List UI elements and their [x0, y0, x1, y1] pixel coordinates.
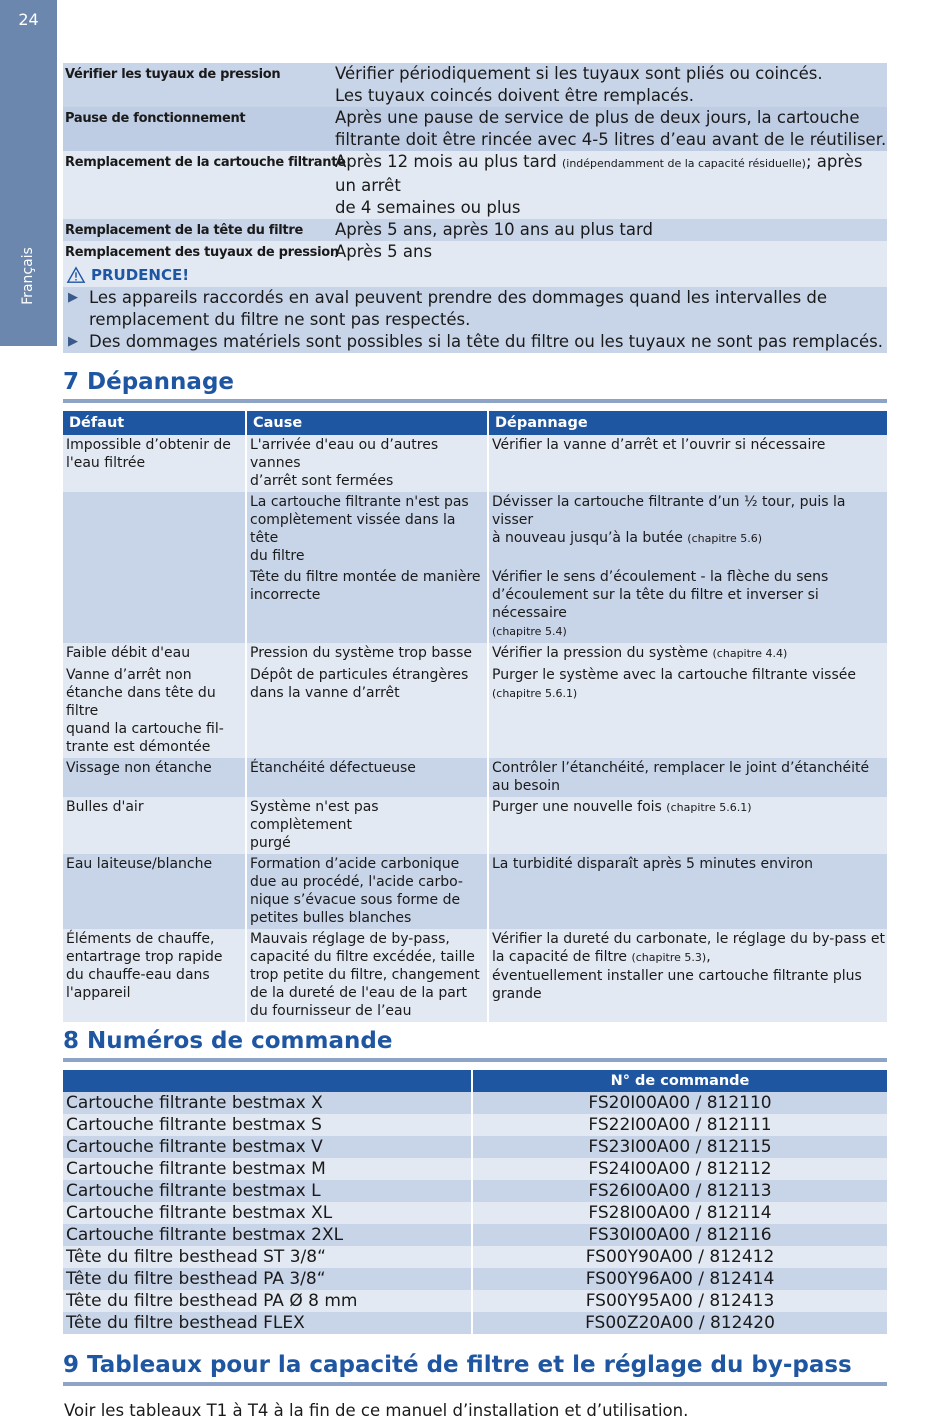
table-row: [63, 854, 887, 929]
maintenance-text: Après une pause de service de plus de deux jours, la cartouche: [335, 108, 860, 127]
order-number: FS24I00A00 / 812112: [588, 1159, 772, 1179]
defect-cell: Faible débit d'eau: [63, 643, 247, 665]
cause-cell: Dépôt de particules étrangères dans la vanne d’arrêt: [247, 665, 489, 758]
bullet-arrow-icon: ▶: [68, 290, 78, 305]
table-row: [63, 758, 887, 797]
defect-cell: Bulles d'air: [63, 797, 247, 854]
table-row: [63, 492, 887, 567]
order-body: [63, 1092, 887, 1334]
table-row: [63, 1114, 887, 1136]
defect-cell: Eau laiteuse/blanche: [63, 854, 247, 929]
fix-cell: Purger une nouvelle fois (chapitre 5.6.1): [492, 799, 752, 815]
maintenance-label: Remplacement des tuyaux de pression: [65, 245, 339, 260]
fix-cell: Vérifier la pression du système (chapitre 4.4): [492, 645, 788, 661]
fix-cell: Vérifier la dureté du carbonate, le réglage du by-pass et la capacité de filtre (chapitre 5.3), éventuellement installer une cartouche filtrante plus grande: [492, 931, 885, 1002]
maintenance-text: Après 5 ans, après 10 ans au plus tard: [335, 220, 653, 239]
maintenance-label: Remplacement de la cartouche filtrante: [65, 155, 346, 170]
defect-cell: Impossible d’obtenir de l'eau filtrée: [63, 435, 247, 492]
order-header: [63, 1070, 887, 1092]
product-name: Cartouche filtrante bestmax S: [63, 1114, 473, 1136]
fix-cell: Vérifier le sens d’écoulement - la flèche du sens d’écoulement sur la tête du filtre et inverser si nécessaire (chapitre 5.4): [492, 569, 829, 638]
table-row: [63, 1268, 887, 1290]
caution-item: [63, 331, 887, 353]
section-heading-troubleshooting: 7 Dépannage: [63, 367, 887, 403]
product-name: Tête du filtre besthead PA Ø 8 mm: [63, 1290, 473, 1312]
chapter-reference: (chapitre 5.6): [687, 532, 763, 545]
maintenance-label: Vérifier les tuyaux de pression: [65, 67, 281, 82]
bullet-arrow-icon: ▶: [68, 334, 78, 349]
order-number: FS28I00A00 / 812114: [588, 1203, 772, 1223]
product-name: Cartouche filtrante bestmax 2XL: [63, 1224, 473, 1246]
table-row: [63, 1246, 887, 1268]
maintenance-text: Vérifier périodiquement si les tuyaux sont pliés ou coincés.: [335, 64, 823, 83]
caution-box: [63, 263, 887, 353]
caution-item: [63, 287, 887, 331]
cause-cell: L'arrivée d'eau ou d’autres vannes d’arrêt sont fermées: [247, 435, 489, 492]
table-row: [63, 1224, 887, 1246]
chapter-reference: (chapitre 4.4): [712, 647, 788, 660]
column-header-cause: Cause: [247, 411, 489, 435]
table-row: [63, 1202, 887, 1224]
maintenance-row: [63, 241, 887, 263]
column-header-defect: Défaut: [63, 411, 247, 435]
caution-text: Des dommages matériels sont possibles si la tête du filtre ou les tuyaux ne sont pas remplacés.: [89, 332, 883, 351]
table-row: [63, 435, 887, 492]
cause-cell: Mauvais réglage de by-pass, capacité du filtre excédée, taille trop petite du filtre, changement de la dureté de l'eau de la part du fournisseur de l’eau: [247, 929, 489, 1022]
table-row: [63, 1092, 887, 1114]
chapter-reference: (chapitre 5.4): [492, 625, 567, 638]
cause-cell: Étanchéité défectueuse: [247, 758, 489, 797]
troubleshooting-table: [63, 411, 887, 1022]
warning-icon: [67, 266, 85, 284]
maintenance-row: [63, 151, 887, 219]
product-name: Cartouche filtrante bestmax L: [63, 1180, 473, 1202]
order-number: FS00Y95A00 / 812413: [585, 1291, 775, 1311]
maintenance-text: Les tuyaux coincés doivent être remplacés.: [335, 86, 694, 105]
caution-title: PRUDENCE!: [91, 266, 190, 284]
order-number: FS00Y96A00 / 812414: [585, 1269, 775, 1289]
table-row: [63, 1158, 887, 1180]
tables-reference-text: Voir les tableaux T1 à T4 à la fin de ce manuel d’installation et d’utilisation.: [64, 1401, 689, 1420]
language-sidebar: [0, 0, 57, 346]
troubleshooting-body: [63, 435, 887, 1022]
order-number: FS23I00A00 / 812115: [588, 1137, 772, 1157]
order-number: FS00Z20A00 / 812420: [585, 1313, 775, 1333]
section-heading-tables: 9 Tableaux pour la capacité de filtre et le réglage du by-pass: [63, 1350, 887, 1386]
maintenance-row: [63, 63, 887, 107]
product-name: Cartouche filtrante bestmax V: [63, 1136, 473, 1158]
page-content: [63, 63, 887, 1422]
maintenance-text: Après 5 ans: [335, 242, 433, 261]
table-row: [63, 643, 887, 665]
order-number: FS26I00A00 / 812113: [588, 1181, 772, 1201]
troubleshooting-header: [63, 411, 887, 435]
fix-cell: Purger le système avec la cartouche filtrante vissée (chapitre 5.6.1): [492, 667, 856, 700]
maintenance-label: Remplacement de la tête du filtre: [65, 223, 303, 238]
cause-cell: Formation d’acide carbonique due au procédé, l'acide carbo- nique s’évacue sous forme de petites bulles blanches: [247, 854, 489, 929]
order-number: FS30I00A00 / 812116: [588, 1225, 772, 1245]
product-name: Cartouche filtrante bestmax M: [63, 1158, 473, 1180]
maintenance-label: Pause de fonctionnement: [65, 111, 246, 126]
defect-cell: Vanne d’arrêt non étanche dans tête du filtre quand la cartouche fil- trante est démontée: [63, 665, 247, 758]
table-row: [63, 1290, 887, 1312]
order-number: FS20I00A00 / 812110: [588, 1093, 772, 1113]
product-name: Tête du filtre besthead PA 3/8“: [63, 1268, 473, 1290]
column-header-order-number: N° de commande: [473, 1070, 887, 1092]
maintenance-row: [63, 107, 887, 151]
maintenance-text: ; après un arrêt: [335, 152, 863, 195]
caution-text: Les appareils raccordés en aval peuvent prendre des dommages quand les intervalles de: [89, 288, 828, 307]
maintenance-note: (indépendamment de la capacité résiduelle): [561, 157, 806, 170]
maintenance-text: Après 12 mois au plus tard: [335, 152, 562, 171]
table-row: [63, 1180, 887, 1202]
table-row: [63, 1136, 887, 1158]
cause-cell: La cartouche filtrante n'est pas complètement vissée dans la tête du filtre: [247, 492, 489, 567]
defect-cell: [63, 567, 247, 643]
defect-cell: Vissage non étanche: [63, 758, 247, 797]
order-number: FS22I00A00 / 812111: [588, 1115, 772, 1135]
product-name: Cartouche filtrante bestmax XL: [63, 1202, 473, 1224]
fix-cell: Vérifier la vanne d’arrêt et l’ouvrir si nécessaire: [492, 437, 826, 453]
cause-cell: Pression du système trop basse: [247, 643, 489, 665]
cause-cell: Système n'est pas complètement purgé: [247, 797, 489, 854]
table-row: [63, 1312, 887, 1334]
defect-cell: [63, 492, 247, 567]
chapter-reference: (chapitre 5.3): [631, 951, 707, 964]
caution-text: remplacement du filtre ne sont pas respectés.: [89, 310, 471, 329]
table-row: [63, 929, 887, 1022]
column-header-fix: Dépannage: [495, 415, 588, 431]
fix-cell: Contrôler l’étanchéité, remplacer le joint d’étanchéité au besoin: [492, 760, 870, 794]
table-row: [63, 567, 887, 643]
cause-cell: Tête du filtre montée de manière incorrecte: [247, 567, 489, 643]
maintenance-text: de 4 semaines ou plus: [335, 198, 521, 217]
maintenance-text: filtrante doit être rincée avec 4-5 litres d’eau avant de le réutiliser.: [335, 130, 887, 149]
page-number: 24: [18, 10, 39, 29]
product-name: Tête du filtre besthead ST 3/8“: [63, 1246, 473, 1268]
chapter-reference: (chapitre 5.6.1): [666, 801, 752, 814]
table-row: [63, 665, 887, 758]
defect-cell: Éléments de chauffe, entartrage trop rapide du chauffe-eau dans l'appareil: [63, 929, 247, 1022]
chapter-reference: (chapitre 5.6.1): [492, 687, 578, 700]
maintenance-row: [63, 219, 887, 241]
order-table: [63, 1070, 887, 1334]
table-row: [63, 797, 887, 854]
order-number: FS00Y90A00 / 812412: [585, 1247, 775, 1267]
language-tab-label: Français: [20, 247, 36, 305]
product-name: Cartouche filtrante bestmax X: [63, 1092, 473, 1114]
fix-cell: Dévisser la cartouche filtrante d’un ½ tour, puis la visser à nouveau jusqu’à la butée (chapitre 5.6): [492, 494, 846, 546]
section-heading-orders: 8 Numéros de commande: [63, 1026, 887, 1062]
fix-cell: La turbidité disparaît après 5 minutes environ: [492, 856, 814, 872]
product-name: Tête du filtre besthead FLEX: [63, 1312, 473, 1334]
maintenance-table: [63, 63, 887, 263]
